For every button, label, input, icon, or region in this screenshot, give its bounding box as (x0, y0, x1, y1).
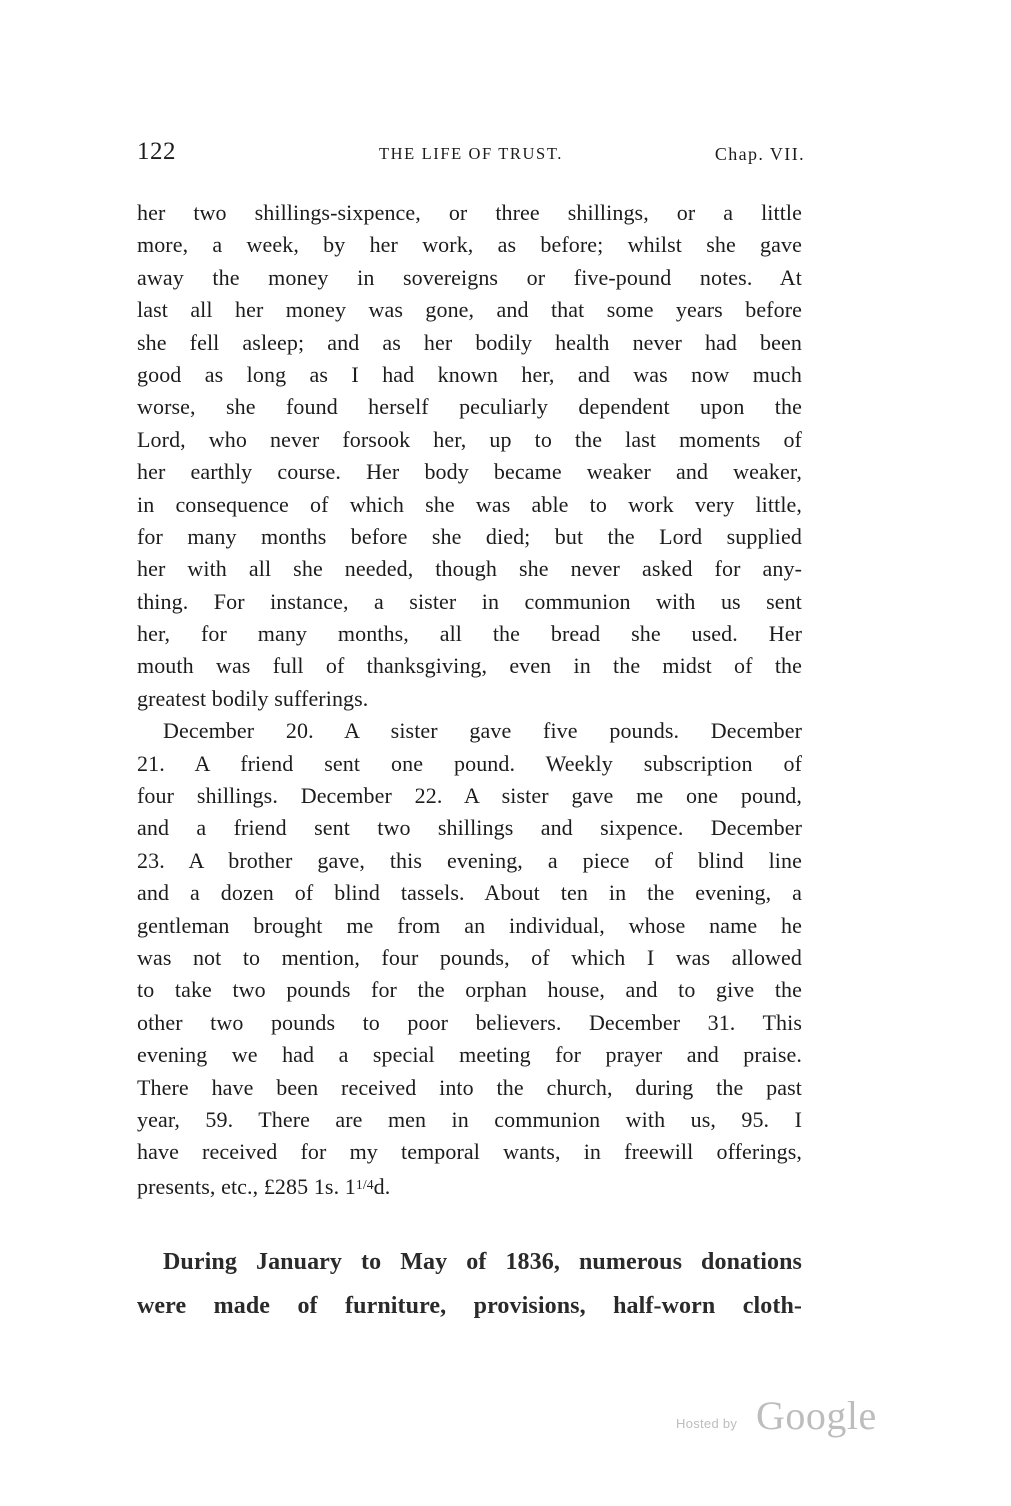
chapter-reference: Chap. VII. (714, 144, 805, 164)
text-line: in consequence of which she was able to work very little, (137, 491, 802, 517)
section-line: During January to May of 1836, numerous donations (163, 1249, 802, 1275)
text-line: have received for my temporal wants, in freewill offerings, (137, 1139, 802, 1165)
section-line: were made of furniture, provisions, half-worn cloth- (137, 1293, 802, 1319)
text-line: 21. A friend sent one pound. Weekly subscription of (137, 750, 802, 776)
text-line: and a friend sent two shillings and sixpence. December (137, 815, 802, 841)
text-line: her with all she needed, though she never asked for any- (137, 556, 802, 582)
text-line: other two pounds to poor believers. December 31. This (137, 1009, 802, 1035)
final-line-prefix: presents, etc., £285 1s. 1 (137, 1173, 356, 1199)
section-summary (137, 1240, 802, 1328)
page-number: 122 (137, 138, 176, 165)
text-line: Lord, who never forsook her, up to the last moments of (137, 426, 802, 452)
text-line: December 20. A sister gave five pounds. December (163, 718, 802, 744)
text-line: she fell asleep; and as her bodily health never had been (137, 329, 802, 355)
text-line: was not to mention, four pounds, of which I was allowed (137, 944, 802, 970)
text-line: mouth was full of thanksgiving, even in the midst of the (137, 653, 802, 679)
text-line: and a dozen of blind tassels. About ten in the evening, a (137, 880, 802, 906)
text-line: year, 59. There are men in communion with us, 95. I (137, 1106, 802, 1132)
text-line: good as long as I had known her, and was now much (137, 361, 802, 387)
text-line: worse, she found herself peculiarly dependent upon the (137, 394, 802, 420)
google-logo: Google (756, 1393, 877, 1438)
text-line: for many months before she died; but the Lord supplied (137, 523, 802, 549)
running-head (137, 138, 805, 172)
final-line-suffix: d. (373, 1173, 391, 1199)
text-line: There have been received into the church, during the past (137, 1074, 802, 1100)
text-line: more, a week, by her work, as before; whilst she gave (137, 232, 802, 258)
text-line: her, for many months, all the bread she used. Her (137, 621, 802, 647)
body-text (137, 197, 802, 1201)
text-line: her two shillings-sixpence, or three shillings, or a little (137, 200, 802, 225)
text-line-final (137, 1169, 802, 1201)
text-line: greatest bodily sufferings. (137, 685, 369, 711)
hosted-by-label: Hosted by (676, 1416, 738, 1431)
text-line: her earthly course. Her body became weaker and weaker, (137, 459, 802, 485)
google-watermark (676, 1390, 886, 1440)
text-line: evening we had a special meeting for prayer and praise. (137, 1042, 802, 1068)
fraction-quarter: 1/4 (355, 1176, 374, 1192)
text-line: gentleman brought me from an individual, whose name he (137, 912, 802, 938)
text-line: away the money in sovereigns or five-pound notes. At (137, 264, 802, 290)
text-line: to take two pounds for the orphan house, and to give the (137, 977, 802, 1003)
text-line: 23. A brother gave, this evening, a piece of blind line (137, 847, 802, 873)
text-line: last all her money was gone, and that some years before (137, 297, 802, 323)
text-line: thing. For instance, a sister in communion with us sent (137, 588, 802, 614)
text-line: four shillings. December 22. A sister gave me one pound, (137, 783, 802, 809)
running-title: THE LIFE OF TRUST. (378, 144, 564, 163)
